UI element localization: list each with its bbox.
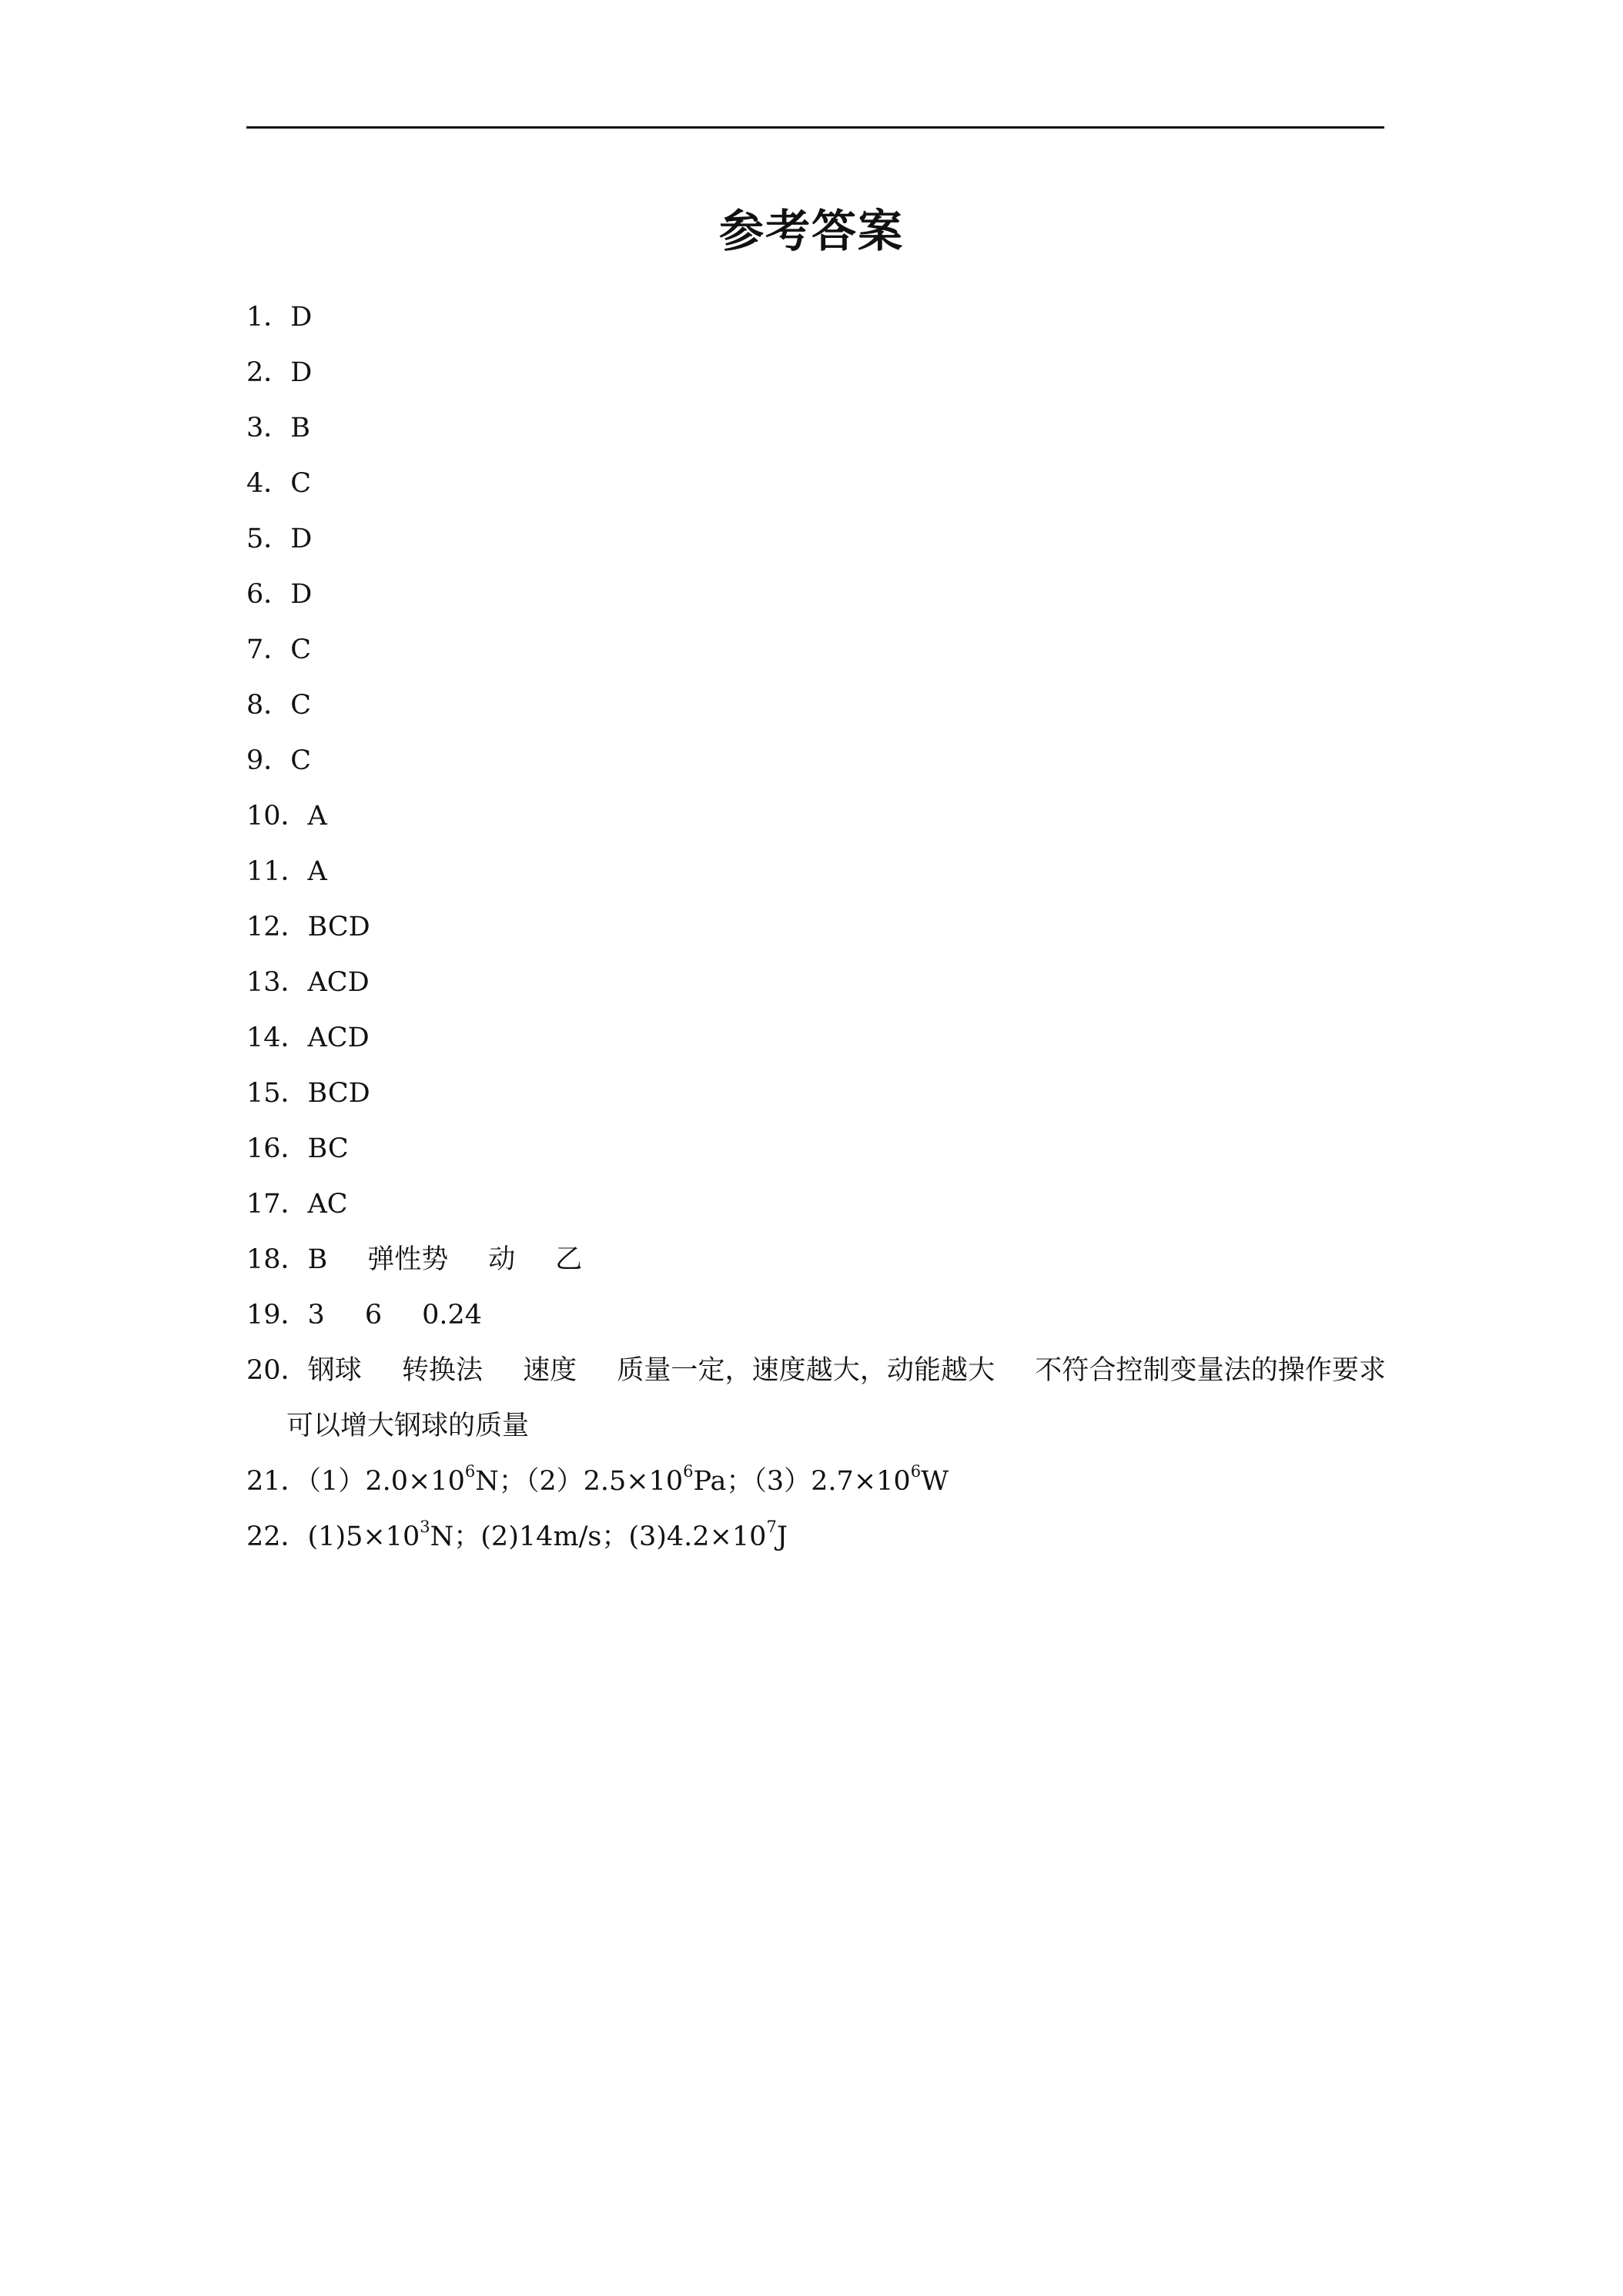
answer-text: 11．A bbox=[246, 856, 327, 887]
value-mantissa: 5×10 bbox=[346, 1521, 420, 1552]
answer-text: 9．C bbox=[246, 745, 312, 776]
answer-part: 乙 bbox=[555, 1244, 583, 1275]
value-unit: N；（2） bbox=[475, 1466, 584, 1497]
answer-part: 可以增大钢球的质量 bbox=[286, 1411, 530, 1441]
value-mantissa: 2.5×10 bbox=[583, 1466, 684, 1497]
answer-text: 6．D bbox=[246, 579, 313, 610]
answer-11 bbox=[246, 844, 1386, 899]
value-unit: J bbox=[776, 1521, 788, 1552]
answer-7 bbox=[246, 622, 1386, 678]
answer-text: 15．BCD bbox=[246, 1078, 370, 1109]
answer-9 bbox=[246, 733, 1386, 788]
answer-13 bbox=[246, 955, 1386, 1010]
answer-6 bbox=[246, 567, 1386, 622]
answer-22 bbox=[246, 1509, 1386, 1565]
value-exponent: 6 bbox=[683, 1462, 694, 1481]
answer-part: 不符合控制变量法的操作要求 bbox=[1035, 1355, 1386, 1386]
answer-text: 17．AC bbox=[246, 1189, 348, 1220]
answer-text: 16．BC bbox=[246, 1133, 349, 1164]
answer-text: 1．D bbox=[246, 302, 313, 333]
answer-list bbox=[246, 290, 1386, 1565]
value-exponent: 6 bbox=[910, 1462, 922, 1481]
answer-prefix: 21．（1） bbox=[246, 1466, 366, 1497]
answer-part: 0.24 bbox=[422, 1300, 483, 1330]
value-exponent: 6 bbox=[464, 1462, 476, 1481]
answer-text: 12．BCD bbox=[246, 912, 370, 942]
answer-10 bbox=[246, 788, 1386, 844]
answer-4 bbox=[246, 456, 1386, 511]
value-mantissa: 2.0×10 bbox=[365, 1466, 465, 1497]
answer-17 bbox=[246, 1176, 1386, 1232]
answer-text: 3．B bbox=[246, 413, 310, 443]
answer-part: 质量一定，速度越大，动能越大 bbox=[617, 1355, 996, 1386]
answer-8 bbox=[246, 678, 1386, 733]
answer-16 bbox=[246, 1121, 1386, 1176]
answer-2 bbox=[246, 345, 1386, 400]
answer-part: 转换法 bbox=[401, 1355, 484, 1386]
answer-20 bbox=[246, 1343, 1386, 1454]
answer-21 bbox=[246, 1454, 1386, 1509]
answer-part: 弹性势 bbox=[367, 1244, 449, 1275]
value-exponent: 3 bbox=[420, 1518, 430, 1537]
answer-5 bbox=[246, 511, 1386, 567]
value-mantissa: 4.2×10 bbox=[666, 1521, 767, 1552]
answer-19 bbox=[246, 1287, 1386, 1343]
answer-part: 6 bbox=[364, 1300, 383, 1330]
answer-text: 2．D bbox=[246, 357, 313, 388]
answer-part: 速度 bbox=[523, 1355, 577, 1386]
value-unit: W bbox=[921, 1466, 949, 1497]
answer-text: 7．C bbox=[246, 634, 312, 665]
answer-text: 5．D bbox=[246, 524, 313, 554]
value-unit: N；(2)14m/s；(3) bbox=[430, 1521, 667, 1552]
answer-part: 20．钢球 bbox=[246, 1355, 362, 1386]
answer-text: 8．C bbox=[246, 690, 312, 721]
answer-prefix: 22．(1) bbox=[246, 1521, 346, 1552]
value-unit: Pa；（3） bbox=[693, 1466, 812, 1497]
header-rule bbox=[246, 126, 1384, 129]
answer-part: 19．3 bbox=[246, 1300, 325, 1330]
answer-text: 10．A bbox=[246, 801, 327, 832]
answer-15 bbox=[246, 1066, 1386, 1121]
answer-text: 14．ACD bbox=[246, 1022, 370, 1053]
answer-part: 18．B bbox=[246, 1244, 328, 1275]
page-title: 参考答案 bbox=[718, 205, 904, 257]
answer-14 bbox=[246, 1010, 1386, 1066]
value-mantissa: 2.7×10 bbox=[811, 1466, 911, 1497]
answer-12 bbox=[246, 899, 1386, 955]
answer-text: 4．C bbox=[246, 468, 312, 499]
answer-1 bbox=[246, 290, 1386, 345]
answer-18 bbox=[246, 1232, 1386, 1287]
answer-part: 动 bbox=[488, 1244, 516, 1275]
value-exponent: 7 bbox=[766, 1518, 777, 1537]
answer-text: 13．ACD bbox=[246, 967, 370, 998]
answer-3 bbox=[246, 400, 1386, 456]
